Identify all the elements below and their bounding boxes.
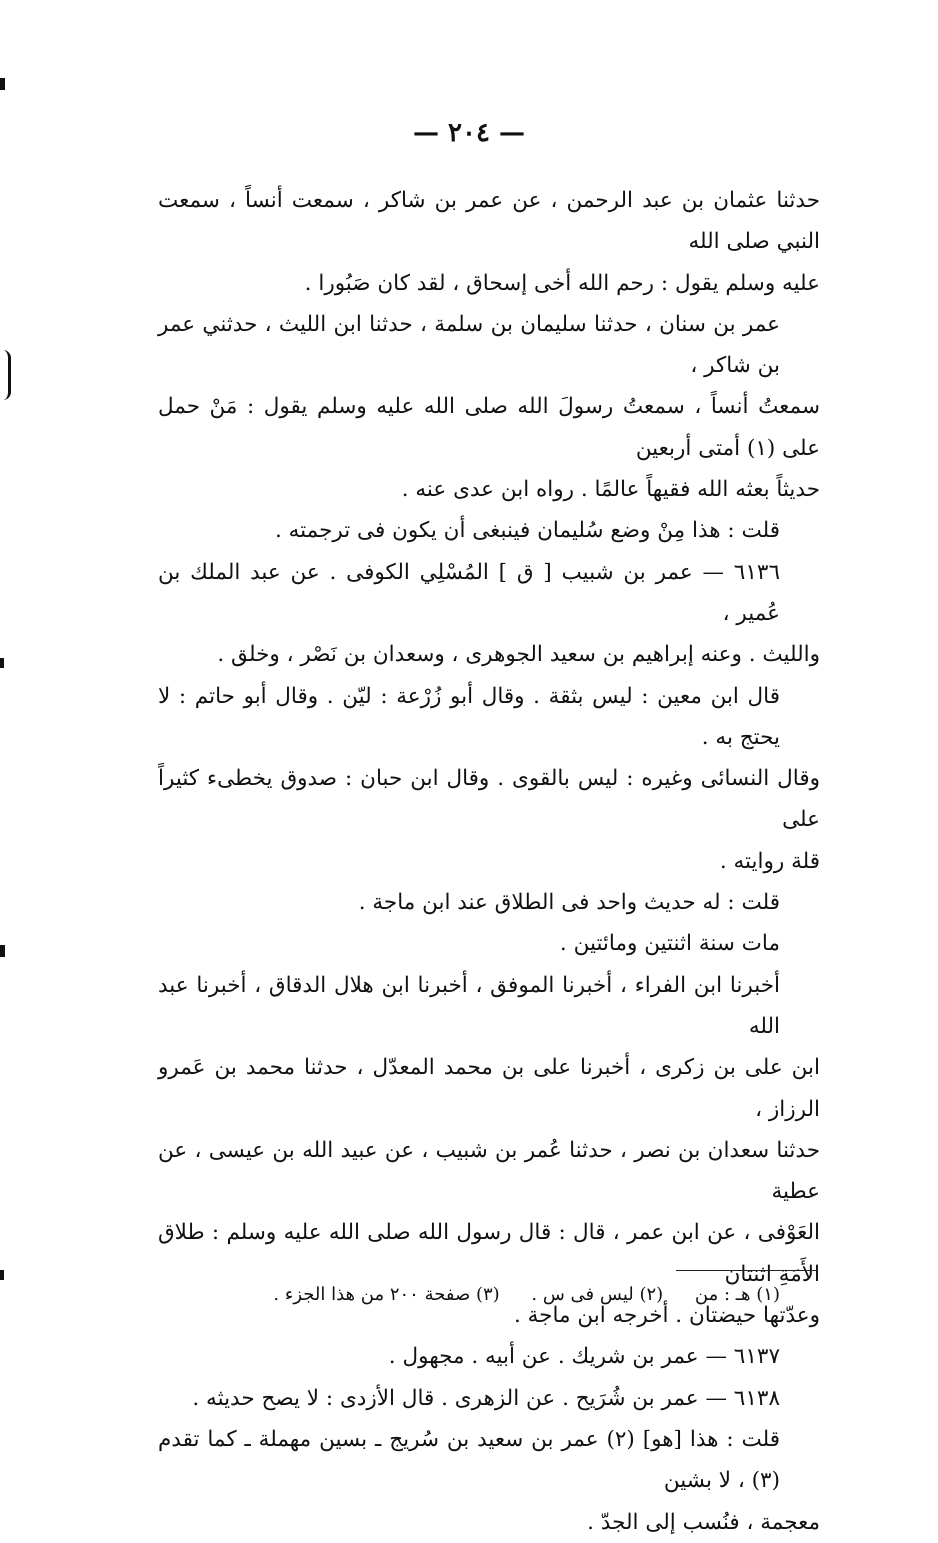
footnote-divider	[676, 1270, 818, 1271]
text-line: حدثنا سعدان بن نصر ، حدثنا عُمر بن شبيب ، عن عبيد الله بن عيسى ، عن عطية	[158, 1137, 820, 1205]
main-text	[158, 180, 820, 1543]
text-line: وقال النسائى وغيره : ليس بالقوى . وقال ابن حبان : صدوق يخطىء كثيراً على	[158, 766, 820, 833]
scan-edge-mark	[0, 1270, 4, 1280]
scan-edge-mark	[0, 945, 5, 957]
text-line: أخبرنا ابن الفراء ، أخبرنا الموفق ، أخبرنا ابن هلال الدقاق ، أخبرنا عبد الله	[158, 972, 780, 1039]
text-line: مات سنة اثنتين ومائتين .	[559, 931, 780, 957]
entry-heading-6138: ٦١٣٨ — عمر بن شُرَيح . عن الزهرى . قال الأزدى : لا يصح حديثه .	[192, 1385, 780, 1411]
footnote-1: (١) هـ : من	[694, 1284, 780, 1305]
text-line: حديثاً بعثه الله فقيهاً عالمًا . رواه ابن عدى عنه .	[401, 477, 820, 503]
footnote-3: (٣) صفحة ٢٠٠ من هذا الجزء .	[273, 1284, 500, 1305]
text-line: سمعتُ أنساً ، سمعتُ رسولَ الله صلى الله عليه وسلم يقول : مَنْ حمل على (١) أمتى أربعين	[158, 394, 820, 461]
text-line: العَوْفى ، عن ابن عمر ، قال : قال رسول الله صلى الله عليه وسلم : طلاق الأَمَةِ اثنتان	[158, 1220, 820, 1287]
text-line: حدثنا عثمان بن عبد الرحمن ، عن عمر بن شاكر ، سمعت أنساً ، سمعت النبي صلى الله	[158, 188, 820, 255]
text-line: ابن على بن زكرى ، أخبرنا على بن محمد المعدّل ، حدثنا محمد بن عَمرو الرزاز ،	[158, 1055, 820, 1122]
footnote-2: (٢) ليس فى س .	[531, 1284, 664, 1305]
text-line: قلت : له حديث واحد فى الطلاق عند ابن ماجة .	[358, 890, 780, 916]
entry-heading-6137: ٦١٣٧ — عمر بن شريك . عن أبيه . مجهول .	[388, 1344, 780, 1370]
text-line: قلت : هذا [هو] (٢) عمر بن سعيد بن سُريج ـ بسين مهملة ـ كما تقدم (٣) ، لا بشين	[158, 1426, 780, 1494]
scan-edge-mark	[0, 658, 4, 668]
page-number: — ٢٠٤ —	[412, 118, 526, 148]
footnotes	[200, 1282, 780, 1308]
text-line: قلة روايته .	[719, 848, 820, 874]
text-line: قال ابن معين : ليس بثقة . وقال أبو زُرْعة : ليّن . وقال أبو حاتم : لا يحتج به .	[158, 683, 780, 750]
text-line: معجمة ، فنُسب إلى الجدّ .	[587, 1509, 820, 1535]
entry-heading-6136: ٦١٣٦ — عمر بن شبيب [ ق ] المُسْلِي الكوفى . عن عبد الملك بن عُمير ،	[158, 559, 780, 626]
text-line: عمر بن سنان ، حدثنا سليمان بن سلمة ، حدثنا ابن الليث ، حدثني عمر بن شاكر ،	[158, 311, 780, 379]
text-line: وعدّتها حيضتان . أخرجه ابن ماجة .	[513, 1303, 820, 1329]
text-line: والليث . وعنه إبراهيم بن سعيد الجوهرى ، وسعدان بن نَصْر ، وخلق .	[217, 642, 820, 668]
text-line: عليه وسلم يقول : رحم الله أخى إسحاق ، لقد كان صَبُورا .	[304, 270, 820, 296]
scan-edge-mark	[0, 350, 11, 400]
scan-edge-mark	[0, 78, 5, 90]
text-line: قلت : هذا مِنْ وضع سُليمان فينبغى أن يكون فى ترجمته .	[274, 518, 780, 544]
